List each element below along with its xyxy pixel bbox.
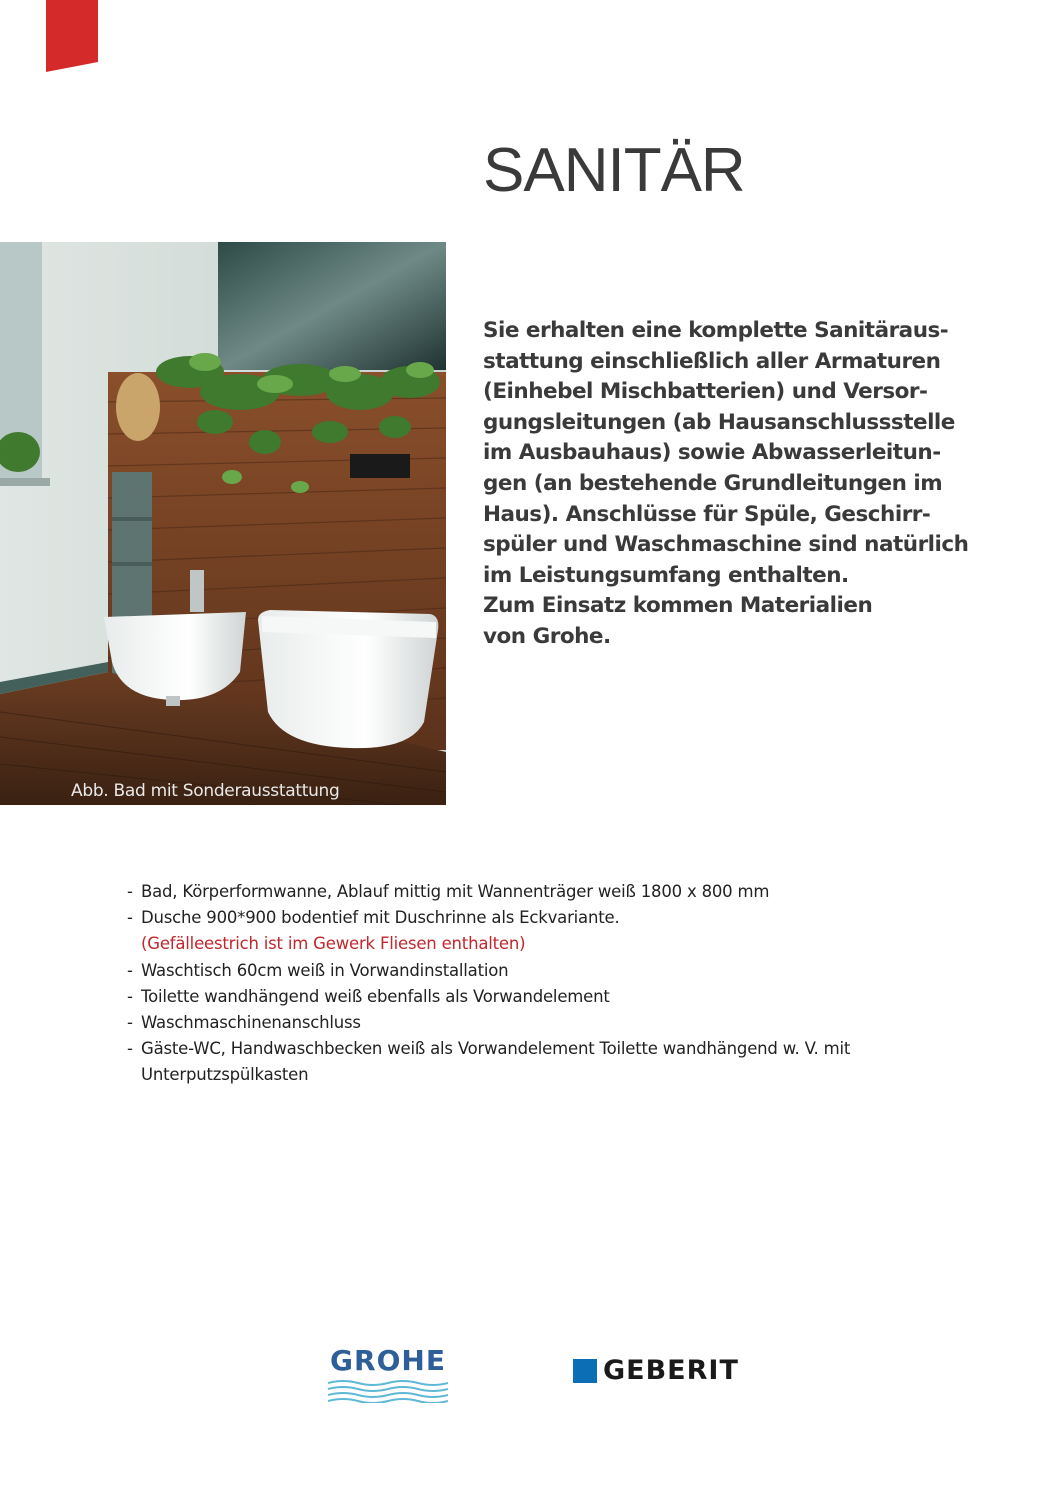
list-item-continuation: Unterputzspülkasten	[141, 1065, 309, 1085]
list-item	[127, 905, 977, 931]
intro-line: spüler und Waschmaschine sind natürlich	[483, 532, 969, 558]
list-item	[127, 879, 977, 905]
intro-line: im Ausbauhaus) sowie Abwasserleitun-	[483, 440, 941, 466]
bathroom-photo	[0, 242, 446, 805]
intro-line: stattung einschließlich aller Armaturen	[483, 348, 941, 374]
features-list	[127, 879, 977, 1089]
grohe-wordmark: GROHE	[330, 1344, 446, 1377]
intro-line: Zum Einsatz kommen Materialien	[483, 593, 873, 619]
list-item	[127, 1036, 977, 1062]
bathroom-illustration	[0, 242, 446, 805]
intro-line: von Grohe.	[483, 623, 611, 649]
geberit-wordmark: GEBERIT	[603, 1355, 739, 1386]
intro-line: Haus). Anschlüsse für Spüle, Geschirr-	[483, 501, 931, 527]
list-item-note: (Gefälleestrich ist im Gewerk Fliesen enthalten)	[141, 934, 526, 954]
intro-paragraph	[483, 316, 1003, 653]
geberit-square-icon	[573, 1359, 597, 1383]
red-corner-tab	[46, 0, 98, 72]
list-item-text: Dusche 900*900 bodentief mit Duschrinne als Eckvariante.	[141, 908, 620, 928]
intro-line: gen (an bestehende Grundleitungen im	[483, 470, 943, 496]
list-item-text: Gäste-WC, Handwaschbecken weiß als Vorwandelement Toilette wandhängend w. V. mit	[141, 1039, 851, 1059]
list-dash: -	[127, 960, 133, 980]
wave-icon	[328, 1379, 448, 1403]
page-title: SANITÄR	[483, 136, 745, 205]
list-item-text: Waschtisch 60cm weiß in Vorwandinstallation	[141, 960, 509, 980]
list-dash: -	[127, 908, 133, 928]
list-item-text: Waschmaschinenanschluss	[141, 1013, 361, 1033]
list-item	[127, 958, 977, 984]
intro-line: im Leistungsumfang enthalten.	[483, 562, 849, 588]
intro-line: gungsleitungen (ab Hausanschlussstelle	[483, 409, 955, 435]
intro-line: (Einhebel Mischbatterien) und Versor-	[483, 379, 928, 405]
list-item-text: Bad, Körperformwanne, Ablauf mittig mit Wannenträger weiß 1800 x 800 mm	[141, 882, 770, 901]
photo-caption: Abb. Bad mit Sonderausstattung	[71, 781, 340, 801]
list-dash: -	[127, 882, 133, 901]
intro-line: Sie erhalten eine komplette Sanitäraus-	[483, 318, 949, 343]
list-dash: -	[127, 1013, 133, 1033]
list-item	[127, 984, 977, 1010]
list-item	[127, 1010, 977, 1036]
grohe-logo	[320, 1346, 460, 1406]
geberit-logo	[573, 1354, 739, 1388]
list-item-text: Toilette wandhängend weiß ebenfalls als Vorwandelement	[141, 986, 610, 1006]
list-dash: -	[127, 986, 133, 1006]
list-dash: -	[127, 1039, 133, 1059]
